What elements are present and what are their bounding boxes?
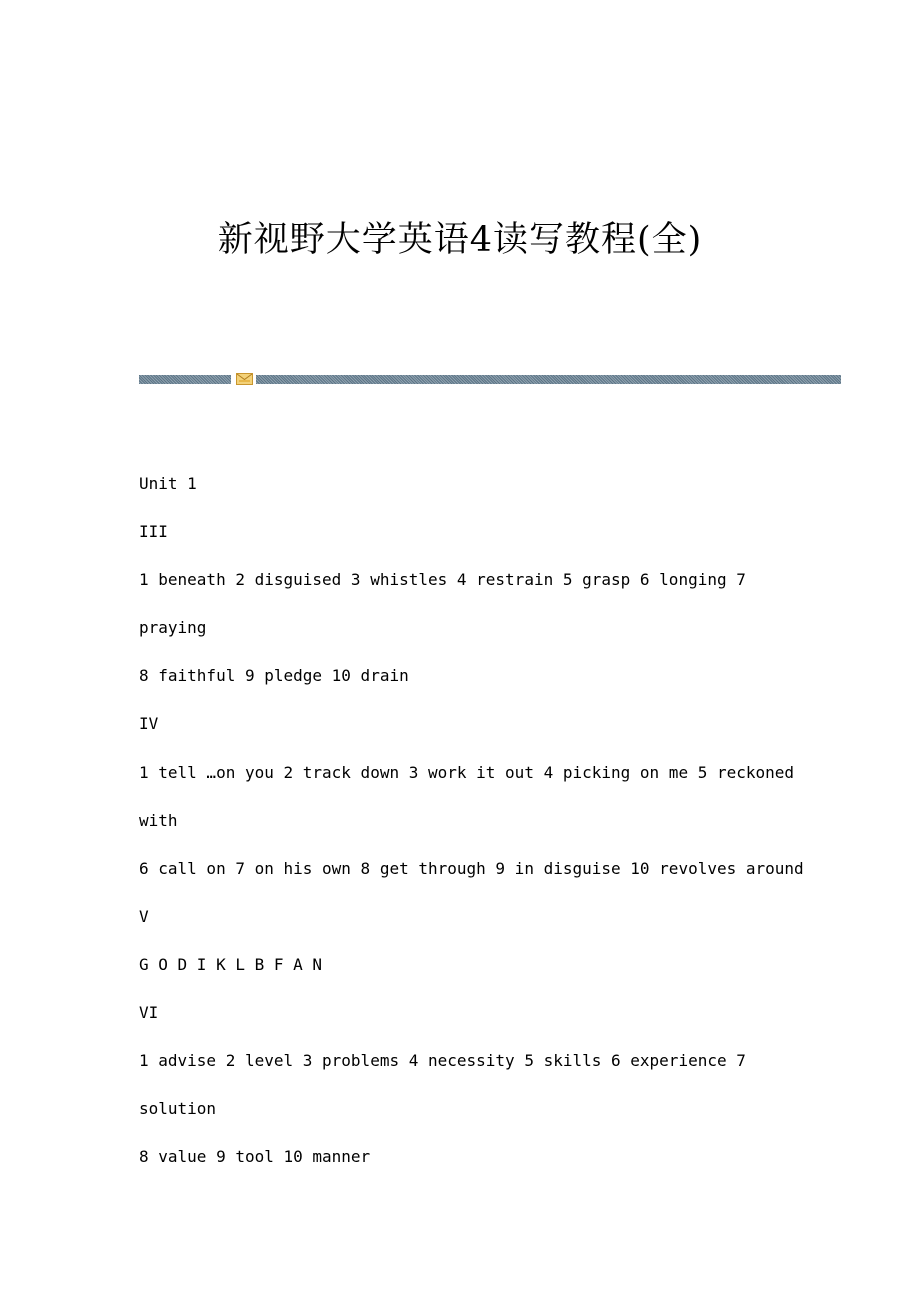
title-divider xyxy=(139,375,841,384)
answer-line: praying xyxy=(139,618,207,638)
section-heading-unit: Unit 1 xyxy=(139,474,197,493)
answer-line: 6 call on 7 on his own 8 get through 9 in disguise 10 revolves around xyxy=(139,858,804,878)
divider-bar-right xyxy=(256,375,841,384)
divider-bar-left xyxy=(139,375,231,384)
section-heading-vi: VI xyxy=(139,1003,159,1023)
answer-key-body xyxy=(139,460,804,1181)
answer-line: with xyxy=(139,810,178,830)
envelope-icon xyxy=(236,372,253,386)
section-heading-iv: IV xyxy=(139,714,159,734)
answer-line: 1 beneath 2 disguised 3 whistles 4 restrain 5 grasp 6 longing 7 xyxy=(139,570,746,590)
section-heading-v: V xyxy=(139,906,149,926)
answer-line: solution xyxy=(139,1099,217,1119)
answer-line: 1 advise 2 level 3 problems 4 necessity 5 skills 6 experience 7 xyxy=(139,1051,746,1071)
answer-line: 8 faithful 9 pledge 10 drain xyxy=(139,666,409,686)
answer-line: 8 value 9 tool 10 manner xyxy=(139,1147,371,1167)
document-title: 新视野大学英语4读写教程(全) xyxy=(217,220,703,260)
section-heading-iii: III xyxy=(139,522,168,542)
answer-line: G O D I K L B F A N xyxy=(139,954,323,974)
answer-line: 1 tell …on you 2 track down 3 work it out 4 picking on me 5 reckoned xyxy=(139,762,795,782)
